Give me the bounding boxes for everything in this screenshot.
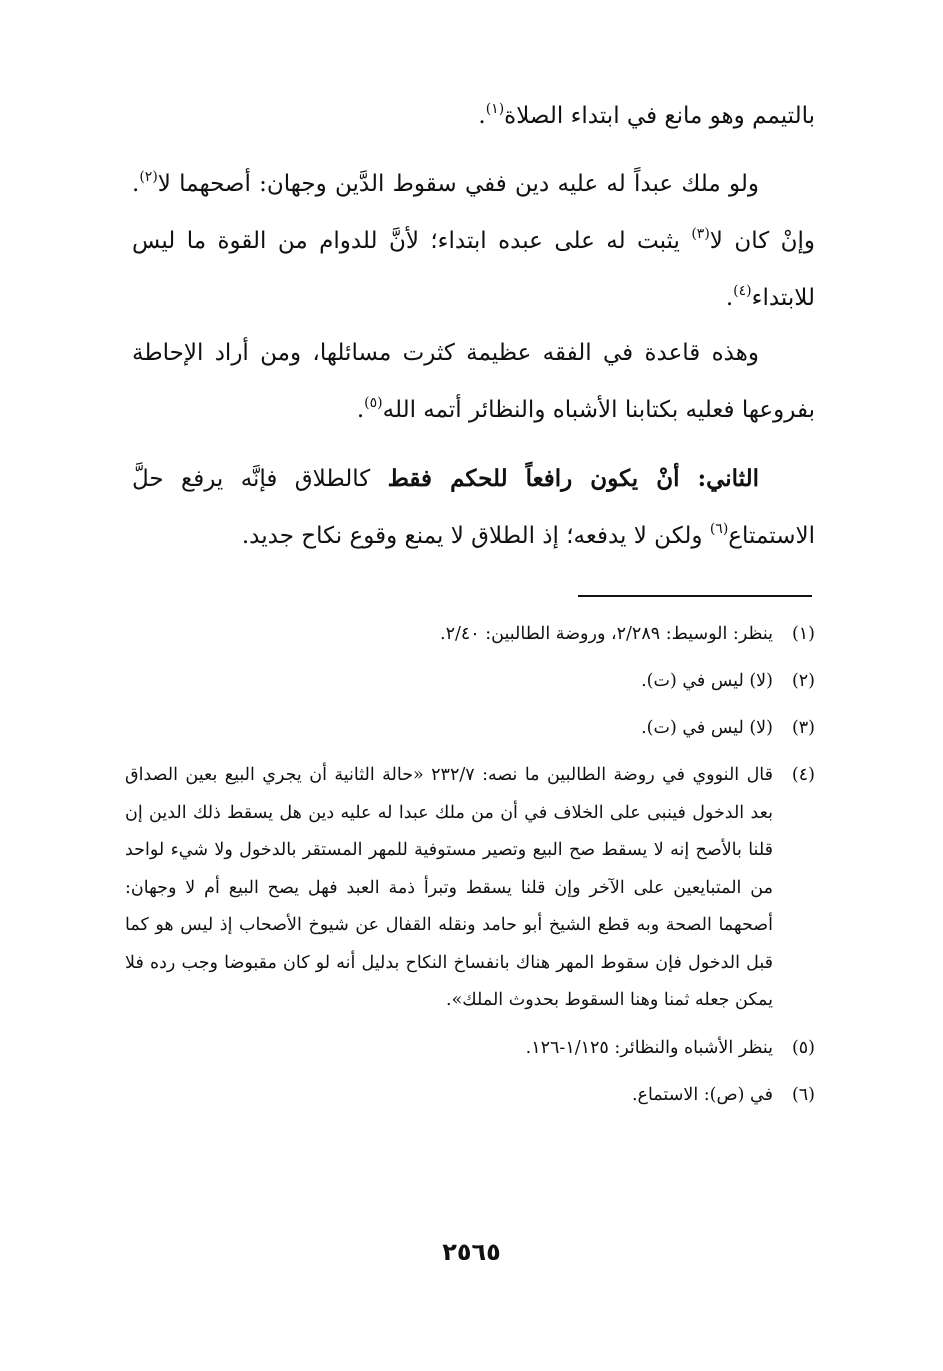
footnotes xyxy=(125,616,815,1124)
footnote-number: (٦) xyxy=(791,1084,815,1105)
footnote-text: ينظر: الوسيط: ٢/٢٨٩، وروضة الطالبين: ٢/٤٠. xyxy=(440,624,773,644)
footnote-2 xyxy=(125,663,815,700)
footnote-4 xyxy=(125,757,815,1020)
footnote-ref-4: (٤) xyxy=(733,283,752,299)
paragraph-2-end: . xyxy=(725,285,734,311)
footnote-text: (لا) ليس في (ت). xyxy=(641,671,773,691)
footnote-number: (٣) xyxy=(791,718,815,738)
footnote-ref-6: (٦) xyxy=(709,521,729,537)
footnote-3 xyxy=(125,710,815,747)
page-number: ٢٥٦٥ xyxy=(442,1238,501,1266)
paragraph-2-part-3: يثبت له على عبده ابتداء؛ لأنَّ للدوام من القوة ما ليس للابتداء xyxy=(132,228,815,311)
footnote-text: في (ص): الاستماع. xyxy=(631,1084,773,1105)
footnote-number: (١) xyxy=(791,624,815,644)
paragraph-1-end: . xyxy=(478,103,486,129)
footnote-number: (٥) xyxy=(791,1037,815,1058)
paragraph-3-part-1: وهذه قاعدة في الفقه عظيمة كثرت مسائلها، ومن أراد الإحاطة بفروعها فعليه بكتابنا الأشباه والنظائر أتمه الله xyxy=(132,340,815,423)
footnote-text: ينظر الأشباه والنظائر: ١/١٢٥-١٢٦. xyxy=(525,1037,773,1058)
paragraph-4-part-2: ولكن لا يدفعه؛ إذ الطلاق لا يمنع وقوع نكاح جديد. xyxy=(241,523,710,549)
paragraph-4 xyxy=(132,450,815,565)
footnote-text: (لا) ليس في (ت). xyxy=(641,718,773,738)
paragraph-2 xyxy=(132,156,815,327)
footnote-number: (٤) xyxy=(791,765,815,785)
footnote-ref-5: (٥) xyxy=(364,395,383,411)
paragraph-4-bold-lead: الثاني: أنْ يكون رافعاً للحكم فقط xyxy=(387,465,759,492)
footnote-separator xyxy=(578,595,812,597)
footnote-ref-1: (١) xyxy=(485,101,505,117)
paragraph-1 xyxy=(132,88,815,145)
footnote-ref-3: (٣) xyxy=(691,226,710,242)
footnote-number: (٢) xyxy=(791,671,815,691)
footnote-5 xyxy=(125,1030,815,1067)
paragraph-3-end: . xyxy=(356,397,365,423)
paragraph-1-text: بالتيمم وهو مانع في ابتداء الصلاة xyxy=(504,103,815,129)
paragraph-4-part-1: كالطلاق فإنَّه يرفع حلَّ الاستمتاع xyxy=(132,466,815,549)
paragraph-2-part-1: ولو ملك عبداً له عليه دين ففي سقوط الدَّين وجهان: أصحهما لا xyxy=(157,171,759,197)
paragraph-2-part-2: . وإنْ كان لا xyxy=(132,171,815,254)
footnote-ref-2: (٢) xyxy=(139,169,158,185)
footnote-text: قال النووي في روضة الطالبين ما نصه: ٢٣٢/٧ «حالة الثانية أن يجري البيع بعين الصداق بعد الدخول فينبى على الخلاف في أن من ملك عبدا له عليه دين هل يسقط ذلك الدين إن قلنا بالأصح إنه لا يسقط صح البيع وتصير مستوفية للمهر المستقر بالدخول ولا شيء لواحد من المتبايعين على الآخر وإن قلنا يسقط وتبرأ ذمة العبد فهل يصح البيع أم لا وجهان: أصحهما الصحة وبه قطع الشيخ أبو حامد ونقله القفال عن شيوخ الأصحاب إذ ليس هو كما قبل الدخول فإن سقوط المهر هناك بانفساخ النكاح بدليل أنه لو كان مقبوضا وجب رده فلا يمكن جعله ثمنا وهنا السقوط بحدوث الملك». xyxy=(125,765,773,1010)
footnote-6 xyxy=(125,1077,815,1114)
paragraph-3 xyxy=(132,325,815,439)
footnote-1 xyxy=(125,616,815,653)
